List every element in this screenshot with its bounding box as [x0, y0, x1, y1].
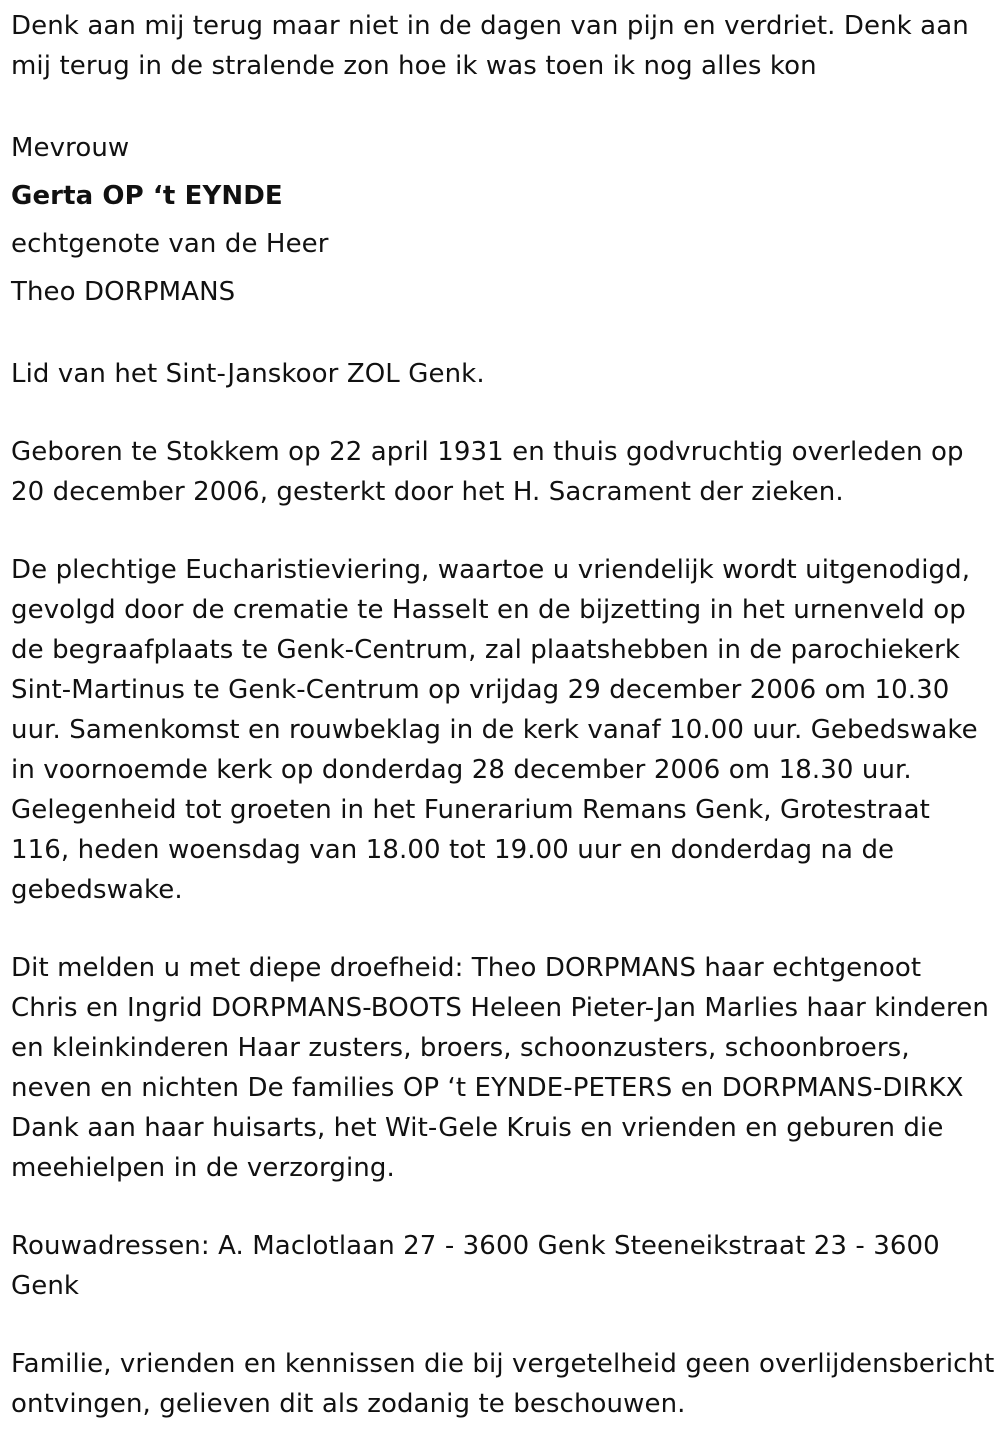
spacer	[11, 512, 996, 550]
obituary-notice	[11, 6, 996, 1424]
mourning-addresses: Rouwadressen: A. Maclotlaan 27 - 3600 Genk Steeneikstraat 23 - 3600 Genk	[11, 1231, 940, 1301]
spacer	[11, 1306, 996, 1344]
announcement-text: Dit melden u met diepe droefheid: Theo DORPMANS haar echtgenoot Chris en Ingrid DORPMANS-BOOTS Heleen Pieter-Jan Marlies haar kinderen en kleinkinderen Haar zusters, broers, schoonzusters, schoonbroers, neven en nichten De families OP ‘t EYNDE-PETERS en DORPMANS-DIRKX Dank aan haar huisarts, het Wit-Gele Kruis en vrienden en geburen die meehielpen in de verzorging.	[11, 953, 989, 1183]
spacer	[11, 316, 996, 354]
ceremony-text: De plechtige Eucharistieviering, waartoe u vriendelijk wordt uitgenodigd, gevolgd door de crematie te Hasselt en de bijzetting in het urnenveld op de begraafplaats te Genk-Centrum, zal plaatshebben in de parochiekerk Sint-Martinus te Genk-Centrum op vrijdag 29 december 2006 om 10.30 uur. Samenkomst en rouwbeklag in de kerk vanaf 10.00 uur. Gebedswake in voornoemde kerk op donderdag 28 december 2006 om 18.30 uur. Gelegenheid tot groeten in het Funerarium Remans Genk, Grotestraat 116, heden woensdag van 18.00 tot 19.00 uur en donderdag na de gebedswake.	[11, 555, 978, 905]
spouse-intro: echtgenote van de Heer	[11, 229, 329, 259]
spacer	[11, 910, 996, 948]
memorial-poem: Denk aan mij terug maar niet in de dagen van pijn en verdriet. Denk aan mij terug in de stralende zon hoe ik was toen ik nog alles kon	[11, 11, 969, 81]
spouse-name: Theo DORPMANS	[11, 277, 236, 307]
spacer	[11, 394, 996, 432]
spacer	[11, 86, 996, 124]
deceased-name: Gerta OP ‘t EYNDE	[11, 181, 283, 211]
spacer	[11, 1188, 996, 1226]
birth-death-text: Geboren te Stokkem op 22 april 1931 en thuis godvruchtig overleden op 20 december 2006, gesterkt door het H. Sacrament der zieken.	[11, 437, 964, 507]
closing-text: Familie, vrienden en kennissen die bij vergetelheid geen overlijdensbericht ontvingen, gelieven dit als zodanig te beschouwen.	[11, 1349, 995, 1419]
salutation: Mevrouw	[11, 133, 130, 163]
deceased-block	[11, 124, 996, 316]
membership-text: Lid van het Sint-Janskoor ZOL Genk.	[11, 359, 485, 389]
